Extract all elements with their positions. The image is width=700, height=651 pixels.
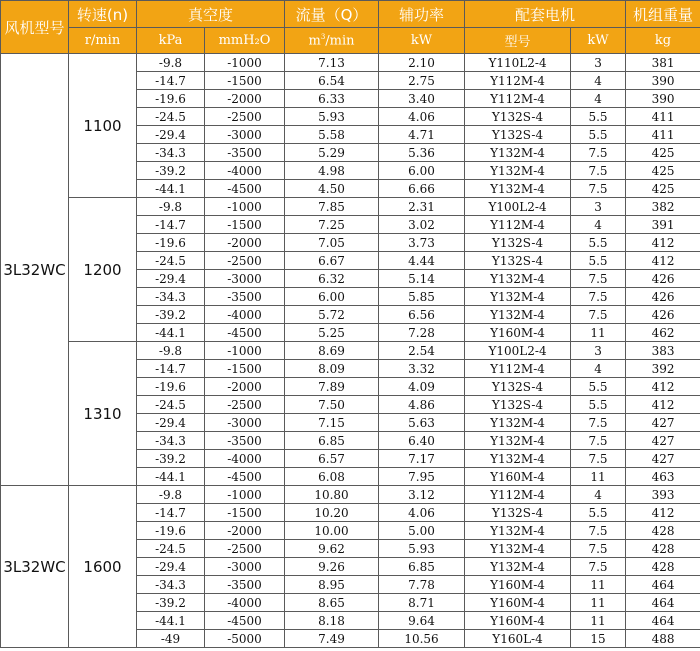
motor-type-cell: Y132M-4 bbox=[465, 414, 571, 432]
flow-cell: 7.85 bbox=[285, 198, 379, 216]
mmh2o-cell: -3000 bbox=[205, 270, 285, 288]
flow-cell: 9.62 bbox=[285, 540, 379, 558]
weight-cell: 383 bbox=[626, 342, 700, 360]
unit-kpa: kPa bbox=[137, 28, 205, 54]
kpa-cell: -29.4 bbox=[137, 270, 205, 288]
motor-kw-cell: 5.5 bbox=[571, 378, 626, 396]
mmh2o-cell: -4500 bbox=[205, 612, 285, 630]
kpa-cell: -19.6 bbox=[137, 522, 205, 540]
weight-cell: 462 bbox=[626, 324, 700, 342]
table-body bbox=[1, 54, 700, 648]
kpa-cell: -24.5 bbox=[137, 108, 205, 126]
weight-cell: 488 bbox=[626, 630, 700, 648]
motor-type-cell: Y112M-4 bbox=[465, 216, 571, 234]
weight-cell: 426 bbox=[626, 306, 700, 324]
motor-type-cell: Y160M-4 bbox=[465, 576, 571, 594]
power-cell: 5.00 bbox=[379, 522, 465, 540]
power-cell: 4.71 bbox=[379, 126, 465, 144]
kpa-cell: -9.8 bbox=[137, 198, 205, 216]
motor-type-cell: Y132M-4 bbox=[465, 540, 571, 558]
mmh2o-cell: -3500 bbox=[205, 144, 285, 162]
power-cell: 7.17 bbox=[379, 450, 465, 468]
weight-cell: 412 bbox=[626, 504, 700, 522]
motor-kw-cell: 3 bbox=[571, 198, 626, 216]
power-cell: 8.71 bbox=[379, 594, 465, 612]
weight-cell: 412 bbox=[626, 378, 700, 396]
unit-flow-suffix: /min bbox=[325, 33, 355, 49]
motor-type-cell: Y160M-4 bbox=[465, 324, 571, 342]
mmh2o-cell: -2000 bbox=[205, 378, 285, 396]
motor-kw-cell: 7.5 bbox=[571, 306, 626, 324]
mmh2o-cell: -1000 bbox=[205, 342, 285, 360]
unit-flow bbox=[285, 28, 379, 54]
weight-cell: 412 bbox=[626, 252, 700, 270]
power-cell: 4.09 bbox=[379, 378, 465, 396]
power-cell: 7.95 bbox=[379, 468, 465, 486]
power-cell: 4.06 bbox=[379, 108, 465, 126]
motor-kw-cell: 7.5 bbox=[571, 414, 626, 432]
kpa-cell: -44.1 bbox=[137, 468, 205, 486]
mmh2o-cell: -2500 bbox=[205, 396, 285, 414]
flow-cell: 10.00 bbox=[285, 522, 379, 540]
motor-kw-cell: 4 bbox=[571, 360, 626, 378]
weight-cell: 425 bbox=[626, 144, 700, 162]
unit-power: kW bbox=[379, 28, 465, 54]
unit-flow-sup: 3 bbox=[320, 32, 326, 41]
flow-cell: 6.08 bbox=[285, 468, 379, 486]
mmh2o-cell: -4000 bbox=[205, 594, 285, 612]
table-row bbox=[1, 198, 700, 216]
mmh2o-cell: -1500 bbox=[205, 72, 285, 90]
header-weight: 机组重量 bbox=[626, 1, 700, 28]
mmh2o-cell: -3000 bbox=[205, 414, 285, 432]
header-flow: 流量（Q） bbox=[285, 1, 379, 28]
flow-cell: 7.13 bbox=[285, 54, 379, 72]
flow-cell: 10.20 bbox=[285, 504, 379, 522]
weight-cell: 381 bbox=[626, 54, 700, 72]
power-cell: 2.31 bbox=[379, 198, 465, 216]
speed-cell: 1200 bbox=[69, 198, 137, 342]
motor-type-cell: Y112M-4 bbox=[465, 90, 571, 108]
motor-type-cell: Y132M-4 bbox=[465, 558, 571, 576]
mmh2o-cell: -2000 bbox=[205, 90, 285, 108]
kpa-cell: -44.1 bbox=[137, 612, 205, 630]
speed-cell: 1100 bbox=[69, 54, 137, 198]
power-cell: 7.28 bbox=[379, 324, 465, 342]
mmh2o-cell: -4500 bbox=[205, 468, 285, 486]
motor-type-cell: Y132M-4 bbox=[465, 288, 571, 306]
motor-type-cell: Y112M-4 bbox=[465, 72, 571, 90]
kpa-cell: -39.2 bbox=[137, 306, 205, 324]
table-row bbox=[1, 54, 700, 72]
unit-mmh2o: mmH₂O bbox=[205, 28, 285, 54]
power-cell: 3.32 bbox=[379, 360, 465, 378]
flow-cell: 8.95 bbox=[285, 576, 379, 594]
motor-kw-cell: 5.5 bbox=[571, 126, 626, 144]
flow-cell: 7.15 bbox=[285, 414, 379, 432]
motor-kw-cell: 3 bbox=[571, 342, 626, 360]
mmh2o-cell: -3000 bbox=[205, 558, 285, 576]
motor-kw-cell: 5.5 bbox=[571, 396, 626, 414]
weight-cell: 428 bbox=[626, 558, 700, 576]
weight-cell: 428 bbox=[626, 540, 700, 558]
motor-type-cell: Y132S-4 bbox=[465, 504, 571, 522]
power-cell: 3.02 bbox=[379, 216, 465, 234]
flow-cell: 10.80 bbox=[285, 486, 379, 504]
kpa-cell: -34.3 bbox=[137, 144, 205, 162]
kpa-cell: -39.2 bbox=[137, 594, 205, 612]
flow-cell: 6.00 bbox=[285, 288, 379, 306]
motor-kw-cell: 5.5 bbox=[571, 234, 626, 252]
flow-cell: 8.69 bbox=[285, 342, 379, 360]
motor-kw-cell: 7.5 bbox=[571, 540, 626, 558]
motor-type-cell: Y112M-4 bbox=[465, 360, 571, 378]
flow-cell: 4.50 bbox=[285, 180, 379, 198]
motor-kw-cell: 7.5 bbox=[571, 162, 626, 180]
motor-type-cell: Y132M-4 bbox=[465, 162, 571, 180]
kpa-cell: -14.7 bbox=[137, 360, 205, 378]
motor-type-cell: Y132M-4 bbox=[465, 450, 571, 468]
weight-cell: 411 bbox=[626, 108, 700, 126]
table-row bbox=[1, 342, 700, 360]
motor-kw-cell: 5.5 bbox=[571, 252, 626, 270]
motor-type-cell: Y132S-4 bbox=[465, 252, 571, 270]
weight-cell: 426 bbox=[626, 270, 700, 288]
unit-speed: r/min bbox=[69, 28, 137, 54]
weight-cell: 426 bbox=[626, 288, 700, 306]
motor-kw-cell: 15 bbox=[571, 630, 626, 648]
mmh2o-cell: -4000 bbox=[205, 306, 285, 324]
flow-cell: 4.98 bbox=[285, 162, 379, 180]
kpa-cell: -9.8 bbox=[137, 342, 205, 360]
mmh2o-cell: -1500 bbox=[205, 504, 285, 522]
motor-type-cell: Y112M-4 bbox=[465, 486, 571, 504]
power-cell: 7.78 bbox=[379, 576, 465, 594]
flow-cell: 6.67 bbox=[285, 252, 379, 270]
motor-type-cell: Y132M-4 bbox=[465, 270, 571, 288]
kpa-cell: -19.6 bbox=[137, 378, 205, 396]
flow-cell: 8.18 bbox=[285, 612, 379, 630]
mmh2o-cell: -4500 bbox=[205, 180, 285, 198]
flow-cell: 6.57 bbox=[285, 450, 379, 468]
motor-type-cell: Y160M-4 bbox=[465, 612, 571, 630]
power-cell: 10.56 bbox=[379, 630, 465, 648]
weight-cell: 390 bbox=[626, 72, 700, 90]
power-cell: 6.40 bbox=[379, 432, 465, 450]
motor-kw-cell: 4 bbox=[571, 90, 626, 108]
weight-cell: 412 bbox=[626, 396, 700, 414]
kpa-cell: -34.3 bbox=[137, 576, 205, 594]
mmh2o-cell: -2000 bbox=[205, 522, 285, 540]
kpa-cell: -29.4 bbox=[137, 558, 205, 576]
motor-type-cell: Y132M-4 bbox=[465, 306, 571, 324]
motor-type-cell: Y132M-4 bbox=[465, 522, 571, 540]
weight-cell: 464 bbox=[626, 612, 700, 630]
motor-kw-cell: 11 bbox=[571, 576, 626, 594]
weight-cell: 412 bbox=[626, 234, 700, 252]
kpa-cell: -34.3 bbox=[137, 288, 205, 306]
motor-kw-cell: 11 bbox=[571, 612, 626, 630]
motor-type-cell: Y100L2-4 bbox=[465, 342, 571, 360]
motor-kw-cell: 11 bbox=[571, 594, 626, 612]
motor-type-cell: Y132S-4 bbox=[465, 396, 571, 414]
weight-cell: 382 bbox=[626, 198, 700, 216]
unit-motor-type: 型号 bbox=[465, 28, 571, 54]
kpa-cell: -39.2 bbox=[137, 450, 205, 468]
unit-motor-kw: kW bbox=[571, 28, 626, 54]
speed-cell: 1310 bbox=[69, 342, 137, 486]
speed-cell: 1600 bbox=[69, 486, 137, 648]
motor-kw-cell: 3 bbox=[571, 54, 626, 72]
mmh2o-cell: -3500 bbox=[205, 576, 285, 594]
weight-cell: 390 bbox=[626, 90, 700, 108]
motor-type-cell: Y110L2-4 bbox=[465, 54, 571, 72]
power-cell: 2.54 bbox=[379, 342, 465, 360]
power-cell: 3.12 bbox=[379, 486, 465, 504]
header-vacuum: 真空度 bbox=[137, 1, 285, 28]
flow-cell: 5.29 bbox=[285, 144, 379, 162]
flow-cell: 7.05 bbox=[285, 234, 379, 252]
motor-type-cell: Y160M-4 bbox=[465, 594, 571, 612]
power-cell: 4.86 bbox=[379, 396, 465, 414]
power-cell: 5.36 bbox=[379, 144, 465, 162]
weight-cell: 425 bbox=[626, 162, 700, 180]
kpa-cell: -14.7 bbox=[137, 72, 205, 90]
power-cell: 4.44 bbox=[379, 252, 465, 270]
power-cell: 9.64 bbox=[379, 612, 465, 630]
weight-cell: 393 bbox=[626, 486, 700, 504]
mmh2o-cell: -4000 bbox=[205, 450, 285, 468]
mmh2o-cell: -3500 bbox=[205, 432, 285, 450]
kpa-cell: -29.4 bbox=[137, 414, 205, 432]
header-row-main bbox=[1, 1, 700, 28]
kpa-cell: -49 bbox=[137, 630, 205, 648]
weight-cell: 411 bbox=[626, 126, 700, 144]
motor-type-cell: Y132M-4 bbox=[465, 144, 571, 162]
weight-cell: 392 bbox=[626, 360, 700, 378]
weight-cell: 464 bbox=[626, 594, 700, 612]
power-cell: 4.06 bbox=[379, 504, 465, 522]
weight-cell: 427 bbox=[626, 432, 700, 450]
flow-cell: 7.89 bbox=[285, 378, 379, 396]
motor-kw-cell: 4 bbox=[571, 216, 626, 234]
kpa-cell: -44.1 bbox=[137, 324, 205, 342]
flow-cell: 5.72 bbox=[285, 306, 379, 324]
motor-kw-cell: 4 bbox=[571, 486, 626, 504]
kpa-cell: -19.6 bbox=[137, 234, 205, 252]
mmh2o-cell: -2500 bbox=[205, 108, 285, 126]
header-power: 辅功率 bbox=[379, 1, 465, 28]
power-cell: 3.40 bbox=[379, 90, 465, 108]
power-cell: 2.75 bbox=[379, 72, 465, 90]
power-cell: 6.56 bbox=[379, 306, 465, 324]
kpa-cell: -24.5 bbox=[137, 540, 205, 558]
header-row-units bbox=[1, 28, 700, 54]
motor-kw-cell: 11 bbox=[571, 468, 626, 486]
weight-cell: 463 bbox=[626, 468, 700, 486]
kpa-cell: -24.5 bbox=[137, 252, 205, 270]
motor-type-cell: Y100L2-4 bbox=[465, 198, 571, 216]
mmh2o-cell: -1000 bbox=[205, 486, 285, 504]
table-row bbox=[1, 486, 700, 504]
flow-cell: 8.09 bbox=[285, 360, 379, 378]
header-speed: 转速(n) bbox=[69, 1, 137, 28]
flow-cell: 6.85 bbox=[285, 432, 379, 450]
flow-cell: 9.26 bbox=[285, 558, 379, 576]
weight-cell: 391 bbox=[626, 216, 700, 234]
motor-kw-cell: 7.5 bbox=[571, 558, 626, 576]
motor-type-cell: Y132S-4 bbox=[465, 126, 571, 144]
motor-kw-cell: 7.5 bbox=[571, 180, 626, 198]
kpa-cell: -34.3 bbox=[137, 432, 205, 450]
kpa-cell: -19.6 bbox=[137, 90, 205, 108]
power-cell: 6.00 bbox=[379, 162, 465, 180]
power-cell: 5.63 bbox=[379, 414, 465, 432]
motor-kw-cell: 5.5 bbox=[571, 504, 626, 522]
flow-cell: 7.50 bbox=[285, 396, 379, 414]
mmh2o-cell: -2000 bbox=[205, 234, 285, 252]
motor-kw-cell: 4 bbox=[571, 72, 626, 90]
flow-cell: 6.33 bbox=[285, 90, 379, 108]
motor-type-cell: Y132M-4 bbox=[465, 432, 571, 450]
power-cell: 5.93 bbox=[379, 540, 465, 558]
motor-kw-cell: 5.5 bbox=[571, 108, 626, 126]
header-model: 风机型号 bbox=[1, 1, 69, 54]
weight-cell: 464 bbox=[626, 576, 700, 594]
flow-cell: 7.25 bbox=[285, 216, 379, 234]
weight-cell: 428 bbox=[626, 522, 700, 540]
flow-cell: 7.49 bbox=[285, 630, 379, 648]
mmh2o-cell: -2500 bbox=[205, 540, 285, 558]
weight-cell: 427 bbox=[626, 414, 700, 432]
power-cell: 5.85 bbox=[379, 288, 465, 306]
kpa-cell: -14.7 bbox=[137, 216, 205, 234]
flow-cell: 5.93 bbox=[285, 108, 379, 126]
flow-cell: 5.58 bbox=[285, 126, 379, 144]
flow-cell: 8.65 bbox=[285, 594, 379, 612]
power-cell: 6.66 bbox=[379, 180, 465, 198]
motor-kw-cell: 7.5 bbox=[571, 450, 626, 468]
motor-kw-cell: 7.5 bbox=[571, 288, 626, 306]
mmh2o-cell: -1500 bbox=[205, 216, 285, 234]
weight-cell: 425 bbox=[626, 180, 700, 198]
motor-kw-cell: 7.5 bbox=[571, 144, 626, 162]
flow-cell: 6.54 bbox=[285, 72, 379, 90]
unit-flow-prefix: m bbox=[308, 33, 321, 49]
motor-type-cell: Y160M-4 bbox=[465, 468, 571, 486]
unit-weight: kg bbox=[626, 28, 700, 54]
mmh2o-cell: -3000 bbox=[205, 126, 285, 144]
motor-type-cell: Y132M-4 bbox=[465, 180, 571, 198]
power-cell: 3.73 bbox=[379, 234, 465, 252]
kpa-cell: -14.7 bbox=[137, 504, 205, 522]
motor-kw-cell: 7.5 bbox=[571, 432, 626, 450]
mmh2o-cell: -1500 bbox=[205, 360, 285, 378]
kpa-cell: -9.8 bbox=[137, 486, 205, 504]
mmh2o-cell: -5000 bbox=[205, 630, 285, 648]
kpa-cell: -39.2 bbox=[137, 162, 205, 180]
model-cell: 3L32WC bbox=[1, 486, 69, 648]
kpa-cell: -24.5 bbox=[137, 396, 205, 414]
kpa-cell: -9.8 bbox=[137, 54, 205, 72]
motor-kw-cell: 11 bbox=[571, 324, 626, 342]
motor-type-cell: Y132S-4 bbox=[465, 108, 571, 126]
kpa-cell: -29.4 bbox=[137, 126, 205, 144]
power-cell: 6.85 bbox=[379, 558, 465, 576]
motor-type-cell: Y132S-4 bbox=[465, 234, 571, 252]
mmh2o-cell: -3500 bbox=[205, 288, 285, 306]
mmh2o-cell: -4500 bbox=[205, 324, 285, 342]
motor-kw-cell: 7.5 bbox=[571, 522, 626, 540]
mmh2o-cell: -1000 bbox=[205, 54, 285, 72]
header-motor: 配套电机 bbox=[465, 1, 626, 28]
mmh2o-cell: -4000 bbox=[205, 162, 285, 180]
flow-cell: 5.25 bbox=[285, 324, 379, 342]
mmh2o-cell: -2500 bbox=[205, 252, 285, 270]
flow-cell: 6.32 bbox=[285, 270, 379, 288]
power-cell: 2.10 bbox=[379, 54, 465, 72]
power-cell: 5.14 bbox=[379, 270, 465, 288]
mmh2o-cell: -1000 bbox=[205, 198, 285, 216]
motor-type-cell: Y132S-4 bbox=[465, 378, 571, 396]
weight-cell: 427 bbox=[626, 450, 700, 468]
motor-type-cell: Y160L-4 bbox=[465, 630, 571, 648]
motor-kw-cell: 7.5 bbox=[571, 270, 626, 288]
kpa-cell: -44.1 bbox=[137, 180, 205, 198]
model-cell: 3L32WC bbox=[1, 54, 69, 486]
